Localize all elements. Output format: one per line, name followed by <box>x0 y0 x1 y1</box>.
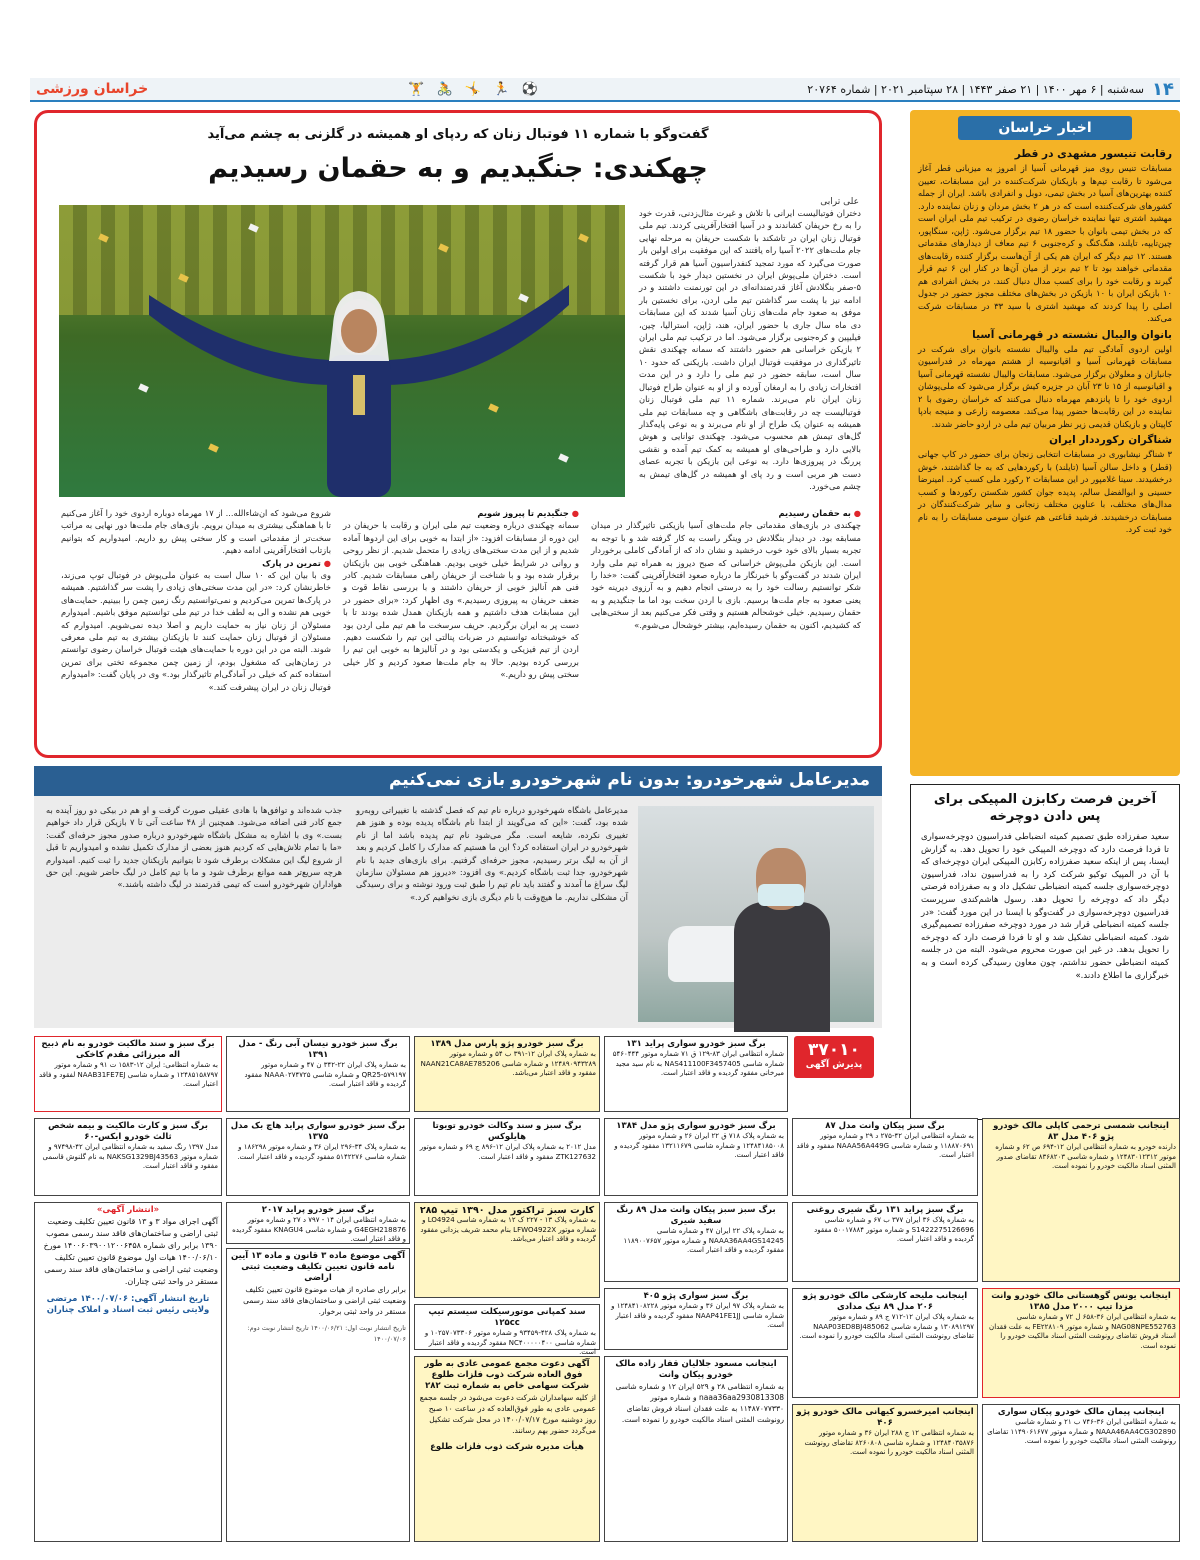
ad-item <box>226 1118 410 1196</box>
ad-footer: هیأت مدیره شرکت ذوب فلزات طلوع <box>430 1442 584 1452</box>
ad-title: برگ سبز پیکان وانت مدل ۸۷ <box>825 1121 945 1131</box>
sidebar-headline-1: رقابت تنیسور مشهدی در قطر <box>1014 148 1172 160</box>
ad-item <box>792 1118 978 1196</box>
ad-body: به شماره انتظامی: ایران ۱۲-۱۵۸۳ ت ۹۱ و شماره موتور ۱۲۴۸۵۱۵۸۷۹۷ و شماره شاسی NAAB31FE7EJ لفقود و فاقد اعتبار است. <box>38 1061 218 1088</box>
ads-hotline-number: ۳۷۰۱۰ <box>808 1040 860 1060</box>
classified-ads-section <box>34 1036 1180 1546</box>
cycling-text: سعید صفرزاده طبق تصمیم کمیته انضباطی فدراسیون دوچرخه‌سواری تا فردا فرصت دارد که دوچرخه المپیکی خود را تحویل دهد. به گزارش ایسنا، پس از اینکه سعید صفرزاده رکابزن المپیکی ایران دوچرخه‌ای که با آن در المپیک توکیو شرکت کرد را به فدراسیون نداد، فدراسیون دوچرخه‌سواری جلسه کمیته انضباطی تشکیل داد و به صفرزاده فرصتی دیگر داد که دوچرخه را تحویل دهد. رسول هاشم‌کندی سرپرست فدراسیون دوچرخه‌سواری در گفت‌وگو با ایسنا در این مورد گفت: «در جلسه کمیته انضباطی قرار شد در مورد دوچرخه صفرزاده تصمیم‌گیری شود. کمیته انضباطی تشکیل شد و او تا فردا فرصت دارد که دوچرخه را تحویل بدهد. در غیر این صورت محروم می‌شود. البته من در جلسه کمیته انضباطی حضور نداشتم، چون معاون رسیدگی کرده است و به خبرگزاری ما اطلاع دادند.» <box>921 832 1169 981</box>
ad-item <box>604 1036 788 1112</box>
subhead-3: ● تمرین در پارک <box>61 557 331 569</box>
ad-title: برگ سبز خودرو نیسان آبی رنگ - مدل ۱۳۹۱ <box>238 1039 398 1060</box>
cycling-headline: آخرین فرصت رکابزن المپیکی برای پس دادن دوچرخه <box>933 792 1157 824</box>
ad-item <box>414 1304 600 1356</box>
feature-kicker: گفت‌وگو با شماره ۱۱ فوتبال زنان که ردپای او همیشه در گلزنی به چشم می‌آید <box>207 127 709 142</box>
ad-body: شماره انتظامی ایران ۸۳-۱۲۹ ق ۷۱ شماره موتور ۵۴۶۰۴۴۴ شماره شاسی NAS411100F3457405 به نام سید مجید میرخانی مفقود گردیده و فاقد اعتبار است. <box>612 1050 784 1077</box>
ads-hotline-label: پذیرش آگهی <box>805 1060 863 1070</box>
page-header <box>30 78 1180 102</box>
ad-item <box>414 1202 600 1298</box>
issue-date-line: سه‌شنبه | ۶ مهر ۱۴۰۰ | ۲۱ صفر ۱۴۴۳ | ۲۸ سپتامبر ۲۰۲۱ | شماره ۲۰۷۶۴ <box>807 82 1145 96</box>
shahrkhodro-column-1: مدیرعامل باشگاه شهرخودرو درباره نام تیم که فصل گذشته با تغییراتی روبه‌رو شده بود، گفت: «این که می‌گویند از ابتدا نام باشگاه پدیده بوده و هنوز هم تغییری نکرده، شایعه است. مگر می‌شود نام تیم پدیده باشد اما از نام شهرخودرو در ایران استفاده کرد؟ این ما هستیم که مدارک را کامل کردیم و بعد از آن به لیگ برتر رسیدیم، مجوز حرفه‌ای گرفتیم. برای بازی‌های جدید با نام شهرخودرو، جدا ثبت باشگاه کردیم.» وی افزود: «دیروز هم مسئولان سازمان لیگ سراغ ما آمدند و گفتند باید نام تیم را طبق ثبت ورود نوشته و برای رسیدگی آن مشکلی نداریم. ما هیچ‌وقت با نام دیگری بازی نخواهیم کرد.» <box>356 805 628 902</box>
ad-item <box>792 1202 978 1282</box>
face-mask <box>758 884 804 906</box>
ad-title: کارت سبز تراکتور مدل ۱۳۹۰ تیپ ۲۸۵ <box>419 1205 595 1216</box>
feature-column-3-text: سمانه چهکندی درباره وضعیت تیم ملی ایران و رقابت با حریفان در این دوره از مسابقات افزود: «از ابتدا به خوبی برای این اردوها آماده شدیم و از این مدت سختی‌های زیادی را متحمل شدیم. از نظر روحی و روانی در شرایط خیلی خوبی بودیم. هماهنگی خوبی بین بازیکنان برقرار شده بود و با شناخت از حریفان راهی مسابقات شدیم. کادر فنی هم آنالیز خوبی از حریفان داشتند و با بررسی نقاط قوت و ضعف حریفان به پیروزی رسیدیم.» وی اظهار کرد: «برای حضور در این مسابقات هدف داشتیم و همه بازیکنان همدل شده بودند تا با دست پر به ایران برگردیم. حریف سرسخت ما هم تیم ملی اردن بود که خوشبختانه توانستیم در ضربات پنالتی این تیم را شکست دهیم. اردن از تیم فیزیکی و یکدستی بود و در آنالیزها به خوبی این تیم را بررسی کرده بودیم. حالا به جام ملت‌ها صعود کردیم و کار خیلی سختی پیش رو داریم.» <box>343 520 579 680</box>
ad-title: برگ سبز خودرو پژو پارس مدل ۱۳۸۹ <box>430 1039 584 1049</box>
feature-column-3 <box>343 507 579 747</box>
ad-item <box>414 1036 600 1112</box>
sidebar-text-1: مسابقات تنیس روی میز قهرمانی آسیا از امروز به میزبانی قطر آغاز می‌شود تا رقابت تیم‌ها و بازیکنان شرکت‌کننده در این مسابقات، تعیین کننده بهترین‌های آسیا در بخش تیمی، دوبل و انفرادی باشد. ایران از جمله کشورهای شرکت‌کننده است که در هر ۲ بخش مردان و زنان نماینده دارد. مهشید اشتری تنها نماینده خراسان رضوی در ترکیب تیم ملی ایران است که در بخش تیمی بانوان با حضور ۱۸ تیم برگزار می‌شود. ژاپن، سنگاپور، چین‌تایپه، تایلند، هنگ‌کنگ و کره‌جنوبی ۶ تیم معاف از دیدارهای مقدماتی هستند. ۱۲ تیم دیگر که ایران هم یکی از آن‌هاست برگزار کننده رقابت‌های مقدماتی خواهند بود تا ۲ تیم برتر از میان آن‌ها در کنار این ۶ تیم قرار گیرند و رقابت خود را برای کسب مدال دنبال کنند. در بخش انفرادی هم ۱۰ بازیکن ایران با ۱۰ بازیکن در بخش‌های مختلف مجوز حضور در جدول اصلی را پیدا کردند که مهشید اشتری با سید ۳۳ در مسابقات شرکت می‌کند. <box>918 163 1173 323</box>
shahrkhodro-headline: مدیرعامل شهرخودرو: بدون نام شهرخودرو بازی نمی‌کنیم <box>34 766 882 796</box>
main-feature-article <box>34 110 882 758</box>
ad-footer: تاریخ انتشار آگهی: ۱۴۰۰/۰۷/۰۶ مرتضی ولایتی رئیس ثبت اسناد و املاک چناران <box>46 1294 210 1315</box>
ad-body: آگهی اجرای مواد ۳ و ۱۳ قانون تعیین تکلیف وضعیت ثبتی اراضی و ساختمان‌های فاقد سند رسمی مصوب ۱۳۹۰ برابر رای شماره ۱۴۰۰۶۰۳۹۰۰۱۲۰۰۶۴۵۸ مورخ ۱۴۰۰/۰۶/۱۰ هیات اول موضوع قانون تعیین تکلیف وضعیت ثبتی اراضی و ساختمان‌های فاقد سند رسمی مستقر در واحد ثبتی چناران. <box>43 1217 218 1286</box>
ad-footer: تاریخ انتشار نوبت اول: ۱۴۰۰/۰۶/۲۱ تاریخ انتشار نوبت دوم: ۱۴۰۰/۰۷/۰۶ <box>247 1324 406 1343</box>
ad-item <box>226 1202 410 1244</box>
ad-body: به شماره انتظامی ایران ۳۶-۶۵۸ ل ۷۲ و شماره شاسی NAG08NPE552763 و شماره موتور FE۲۲۸۱۰۹ به علت فقدان اسناد فروش تقاضای رونوشت المثنی اسناد مالکیت خودرو را نموده است. <box>989 1313 1176 1350</box>
sidebar-text-3: ۳ شناگر نیشابوری در مسابقات انتخابی زنجان برای حضور در کاپ جهانی (قطر) و داخل سالن آسیا (تایلند) با رکوردهایی که به جا گذاشتند، خوش درخشیدند. سینا غلامپور در این مسابقات ۲ رکورد ملی کسب کرد. امینرضا حسینی و ابوالفضل سالم، پدیده جوان کشور شکستن رکوردها و کسب مدال‌های مختلف، با عناوین مختلف زنجانی و سایر شرکت‌کنندگان در مسابقات درخشیدند. فرشید قناعتی هم عنوان سومی مسابقات را به نام خود ثبت کرد. <box>918 449 1172 534</box>
ad-body: به شماره پلاک ۳۶ ایران ۳۷۷ ب ۶۷ و شماره شاسی S1422275126696 و شماره موتور ۵۰۰۱۷۸۸۴ مفقود گردیده و فاقد اعتبار است. <box>814 1216 974 1243</box>
ad-title: سند کمپانی موتورسیکلت سیستم تیپ ۱۲۵cc <box>428 1307 586 1328</box>
ad-body: به شماره پلاک ایران ۱۲-۷۱۲ ج ۸۹ و شماره موتور ۱۳۰۸۹۱۲۹۷ و شماره شاسی NAAP03ED8BJ485062 تقاضای رونوشت المثنی اسناد مالکیت خودرو را نموده است. <box>799 1313 974 1340</box>
shahrkhodro-article <box>34 766 882 1028</box>
feature-photo <box>59 205 625 497</box>
sidebar-headline-3: شناگران رکورددار ایران <box>1049 434 1172 446</box>
ad-title: برگ سبز خودرو پراید ۲۰۱۷ <box>261 1205 375 1215</box>
ad-title: اینجانب یونس گوهستانی مالک خودرو وانت مزدا تیپ ۲۰۰۰ مدل ۱۳۸۵ <box>991 1291 1171 1312</box>
ad-item <box>604 1118 788 1196</box>
feature-column-4 <box>61 507 331 747</box>
feature-byline: علی ترابی <box>820 197 859 207</box>
feature-headline: چهکندی: جنگیدیم و به حقمان رسیدیم <box>208 153 708 184</box>
ad-title: اینجانب امیرخسرو کیهانی مالک خودرو پژو ۴۰۶ <box>796 1407 974 1428</box>
ad-body: از کلیه سهامداران شرکت دعوت می‌شود در جلسه مجمع عمومی عادی به طور فوق‌العاده که در ساعت ۱۰ صبح روز دوشنبه مورخ ۱۴۰۰/۰۷/۱۷ در محل شرکت تشکیل می‌گردد حضور بهم رسانند. <box>419 1393 596 1435</box>
ad-body: به شماره انتظامی ایران ۱۴ - ۷۹۷ د ۲۷ و شماره موتور G4EGH218876 و شماره شاسی KNAGU4 مفقود گردیده و فاقد اعتبار است. <box>232 1216 406 1243</box>
ad-body: به شماره انتظامی ایران ۳۶-۷۴۶ ب ۲۱ و شماره شاسی NAAA46AA4CG302890 و شماره موتور ۱۱۴۹۰۶۱۶۷۷ تقاضای رونوشت المثنی اسناد مالکیت خودرو را نموده است. <box>987 1418 1176 1445</box>
ad-item <box>34 1118 222 1196</box>
ads-hotline-logo <box>794 1036 874 1078</box>
ad-body: به شماره پلاک ۹۷ ایران ۳۶ و شماره موتور ۱۲۴۸۴۱۰۸۲۲۸ و شماره شاسی NAAP41FE1JJ مفقود گردیده و فاقد اعتبار است. <box>611 1302 784 1329</box>
ad-body: به شماره پلاک ۳۴-۲۹۶ ایران ۳۶ و شماره موتور ۱۸۶۲۹۸ و شماره شاسی ۵۱۴۲۲۷۶ مفقود گردیده و فاقد اعتبار است. <box>237 1143 406 1161</box>
ad-item <box>792 1404 978 1542</box>
man-suit <box>734 902 830 1032</box>
ad-body: برابر رای صادره از هیات موضوع قانون تعیین تکلیف وضعیت ثبتی اراضی و ساختمان‌های فاقد سند رسمی مستقر در واحد ثبتی برخوار. <box>243 1285 406 1316</box>
ad-item <box>982 1288 1180 1398</box>
ad-body: به شماره انتظامی ۲۸ و ۵۲۹ ایران ۱۲ و شماره شاسی naaa36aa2930813308 و شماره موتور ۱۱۴۸۷۰۷۷۳۳۰ به علت فقدان اسناد فروش تقاضای رونوشت المثنی اسناد مالکیت خودرو را نموده است. <box>615 1382 784 1424</box>
feature-column-1: دختران فوتبالیست ایرانی با تلاش و غیرت مثال‌زدنی، قدرت خود را به رخ حریفان کشاندند و در آسیا افتخارآفرینی کردند. تیم ملی فوتبال زنان ایران در تاشکند با شکست حریفان به مرحله نهایی جام ملت‌های ۲۰۲۲ آسیا راه یافتند که این موفقیت برای اولین بار صورت می‌گیرد که مورد تمجید کنفدراسیون آسیا هم قرار گرفته است. دختران ملی‌پوش ایران در نخستین دیدار خود با شکست ۵-صفر بنگلادش آغاز قدرتمندانه‌ای در این تورنمنت داشتند و در ادامه نیز با پشت سر گذاشتن تیم ملی اردن، برای نخستین بار موفق به صعود جام ملت‌های زنان آسیا شدند که این مسابقات دی ماه سال جاری با حضور ایران، هند، ژاپن، استرالیا، چین، فیلیپین و کره‌جنوبی برگزار می‌شود. اما در ترکیب تیم ملی ایران ۲ بازیکن خراسانی هم حضور داشتند که سمانه چهکندی نقش تاثیرگذاری در موفقیت فوتبال ایران داشت. بازیکنی که حدود ۱۰ سال است، سابقه حضور در تیم ملی را دارد و در این مدت افتخارات زیادی را به ارمغان آورده و از او به عنوان طراح فوتبال زنان ایران نام می‌برند. شماره ۱۱ تیم ملی فوتبال زنان فوتبالیست چه در رقابت‌های باشگاهی و چه مسابقات تیم ملی همیشه به عنوان یک طراح از او نام می‌برند و به نوعی پایه‌گذار گل‌های تیمش هم محسوب می‌شود. چهکندی توانایی و هوش بالایی دارد و طراحی‌های او همیشه به کمک تیم آمده و نقشی پررنگ در پیروزی‌ها دارد. به نوعی این بازیکن با تجربه عصای دست هر مربی است و رد پای او همیشه در گل‌های تیمش به چشم می‌خورد. <box>639 208 861 491</box>
feature-column-2 <box>591 507 861 747</box>
sport-icons: ⚽ 🏃 🤸 🚴 🏋 <box>408 81 542 97</box>
khorasan-news-sidebar <box>910 110 1180 776</box>
ad-body: به شماره انتظامی ایران ۴۲-۲۷۵ د ۲۹ و شماره موتور ۱۱۸۸۷۰۶۹۱ و شماره شاسی NAAA56A449G مفقود و فاقد اعتبار است. <box>796 1132 974 1159</box>
ad-body: دارنده خودرو به شماره انتظامی ایران ۱۲-۶۹۴ ص ۶۲ و شماره موتور ۱۲۴۸۳۰۱۲۳۱۲ و شماره شاسی ۸۳۶۸۲۰۳ تقاضای صدور المثنی اسناد مالکیت خودرو را نموده است. <box>995 1143 1176 1170</box>
ad-title: اینجانب مسعود جلالیان قفار زاده مالک خودرو پیکان وانت <box>615 1359 777 1380</box>
ad-item <box>34 1202 222 1542</box>
ad-title: آگهی دعوت مجمع عمومی عادی به طور فوق العاده شرکت ذوب فلزات طلوع شرکت سهامی خاص به شماره ثبت ۲۸۲ <box>424 1359 590 1391</box>
ad-item <box>604 1288 788 1350</box>
ad-body: مدل ۱۳۹۷ رنگ سفید به شماره انتظامی ایران ۴۲-۹۷۴۹۸ و شماره موتور NAKSG1329BJ43563 به نام گلنوش قاسمی مفقود و فاقد اعتبار است. <box>42 1143 218 1170</box>
ad-title: آگهی موضوع ماده ۳ قانون و ماده ۱۳ آیین نامه قانون تعیین تکلیف وضعیت ثبتی اراضی <box>230 1251 405 1283</box>
ad-title: اینجانب شمسی ترحمی کاپلی مالک خودرو پژو ۴۰۶ مدل ۸۳ <box>993 1121 1169 1142</box>
ad-body: به شماره پلاک ۷۱۸ ق ۲۲ ایران ۲۶ و شماره موتور ۱۲۴۸۴۱۸۵۰۰۸ و شماره شاسی ۱۳۲۱۱۶۷۹ مفقود گردیده و فاقد اعتبار است. <box>614 1132 784 1159</box>
ad-item <box>982 1118 1180 1282</box>
brand-logo: خراسان ورزشی <box>36 81 149 97</box>
ad-item <box>226 1248 410 1542</box>
ad-item <box>414 1356 600 1542</box>
ad-body: به شماره پلاک ایران ۱۲-۳۹۱ ب ۵۴ و شماره موتور ۱۲۴۸۹۰۹۴۳۲۸۹ و شماره شاسی NAAN21CA8AE785206 مفقود و فاقد اعتبار می‌باشد. <box>420 1050 596 1077</box>
ad-title: برگ سبز و سند مالکیت خودرو به نام ذبیح اله میرزائی مقدم کاخکی <box>41 1039 215 1060</box>
ad-title: برگ سبز خودرو سواری پراید هاچ بک مدل ۱۳۷۵ <box>230 1121 406 1142</box>
ad-body: به شماره پلاک ۱۳ - ۲۲۷ ک ۱۲ به شماره شاسی LO4924 و شماره موتور LFWO4922X بنام محمد شریف یزدانی مفقود گردیده و فاقد اعتبار می‌باشد. <box>420 1216 596 1243</box>
ad-title: اینجانب پیمان مالک خودرو پیکان سواری <box>997 1407 1165 1417</box>
ad-body: به شماره پلاک ایران ۲۲-۳۴۲ ن ۴۷ و شماره موتور QR25-۵۷۹۱۹۷ و شماره شاسی NAAA۰۲۷۴۷۲۵ مفقود گردیده و فاقد اعتبار است. <box>244 1061 406 1088</box>
ad-title: «انتشار آگهی» <box>96 1205 160 1215</box>
feature-column-2-text: چهکندی در بازی‌های مقدماتی جام ملت‌های آسیا بازیکنی تاثیرگذار در میدان مسابقه بود. در دیدار بنگلادش در وینگر راست به کار گرفته شد و با توجه به تجربه بسیار بالای خود خوب درخشید و نشان داد که از آمادگی کاملی برخوردار است. این بازیکن ملی‌پوش خراسانی که صبح دیروز به همراه تیم ملی وارد ایران شدند در گفت‌وگو با خبرنگار ما درباره صعود افتخارآفرینی گفت: «خدا را شکر توانستیم رسالت خود را به درستی انجام دهیم و به آرزوی دیرینه خود یعنی صعود به جام ملت‌ها برسیم. بازی با اردن سخت بود اما ما جنگیدیم و به حقمان رسیدیم. خیلی خوشحالم هستیم و وقتی فکر می‌کنیم بعد از سختی‌هایی که کشیدیم، اکنون به حقمان رسیده‌ایم، بیشتر خوشحال می‌شوم.» <box>591 520 861 630</box>
shahrkhodro-column-2: جذب شده‌اند و توافق‌ها با هادی عقیلی صورت گرفت و او هم در بیکی دو روز آینده به جمع کادر فنی اضافه می‌شود. همچنین از ۴۸ ساعت آتی تا ۷ بازیکن قرار داد خواهیم بست.» وی با اشاره به مشکل باشگاه شهرخودرو درباره صدور مجوز حرفه‌ای گفت: «ما با تمام تلاش‌هایی که کردیم هنوز بعضی از مدارک تکمیل نشده و امیدواریم تا قبل از شروع لیگ این مشکلات برطرف شود تا بتوانیم بازیکنان جدید را ثبت کنیم. امیدوارم هرچه سریع‌تر همه موانع برطرف شود و ما با تیم کامل در لیگ حاضر شویم. این حق هواداران شهرخودرو است که تیمی قدرتمند در لیگ داشته باشند.» <box>46 805 342 890</box>
ad-title: برگ سبز و سند وکالت خودرو تویوتا هایلوکس <box>432 1121 582 1142</box>
ad-title: اینجانب ملیحه کارشکی مالک خودرو پژو ۲۰۶ مدل ۸۹ تیک مدادی <box>802 1291 968 1312</box>
ad-title: برگ سبز سواری پژو ۴۰۵ <box>643 1291 749 1301</box>
ad-title: برگ سبز پراید ۱۳۱ رنگ شیری روغنی <box>806 1205 964 1215</box>
page-number: ۱۴ <box>1152 78 1174 100</box>
sidebar-text-2: اولین اردوی آمادگی تیم ملی والیبال نشسته بانوان برای شرکت در مسابقات قهرمانی آسیا و اقیانوسیه از هشتم مهرماه در فدراسیون جانبازان و معلولان برگزار می‌شود. مسابقات والیبال نشسته قهرمانی آسیا و اقیانوسیه از ۱۵ تا ۲۳ آبان در جزیره کیش برگزار می‌شود که ملی‌پوشان اردوی خود را تا پانزدهم مهرماه دنبال می‌کنند که خراسان رضوی با ۲ نماینده در این رقابت‌ها حضور پیدا می‌کند. معصومه زارعی و منیجه بادپا کاپیتان و بازیکنان قدیمی زیر نظر مربیان تیم ملی در اردو حاضر شدند. <box>918 343 1172 429</box>
ceo-photo <box>638 806 874 1022</box>
ad-item <box>982 1404 1180 1542</box>
ad-title: برگ سبز و کارت مالکیت و بیمه شخص ثالث خودرو ایکس-۶۰ <box>48 1121 208 1142</box>
ad-body: به شماره پلاک ۴۲۸-۹۳۴۵۹ و شماره موتور ۱۰۲۵۷۰۷۳۳۰۶ و شماره شاسی NC۴۰۰۰۰۰۴۰۰ مفقود گردیده و فاقد اعتبار است. <box>424 1329 596 1356</box>
sidebar-headline-2: بانوان والیبال نشسته در قهرمانی آسیا <box>972 328 1172 341</box>
ad-body: به شماره انتظامی ۱۲ ج ۲۸۸ ایران ۳۶ و شماره موتور ۱۲۴۸۴۰۳۵۸۷۶ و شماره شاسی ۸۲۶۰۸۰۸ تقاضای رونوشت المثنی اسناد مالکیت خودرو را نموده است. <box>804 1429 974 1456</box>
ad-body: به شماره پلاک ۲۲ ایران ۴۷ و شماره شاسی NAAA36AA4GS14245 و شماره موتور ۱۱۸۹۰۰۷۶۵۷ مفقود گردیده و فاقد اعتبار است. <box>623 1227 784 1254</box>
sidebar-title: اخبار خراسان <box>958 116 1132 140</box>
ad-item <box>792 1288 978 1398</box>
feature-column-5-text: وی با بیان این که ۱۰ سال است به عنوان ملی‌پوش در فوتبال توپ می‌زند، خاطرنشان کرد: «در این مدت سختی‌های زیادی را پشت سر گذاشتیم. همیشه در پارک‌ها تمرین می‌کردیم و نمی‌توانستیم رنگ زمین چمن را ببینیم. حمایت‌های خوبی هم نشده و الی به لطف خدا در تیم ملی توانستیم موفق باشیم. امیدوارم مسئولان از زنان نیاز به حمایت داریم و اصلا دیده نمی‌شویم. امیدوارم که مسئولان از فوتبال زنان حمایت کنند تا بازیکنان بیشتری به تیم ملی معرفی شوند. البته من در این دوره با حمایت‌های هیئت فوتبال خراسان رضوی توانستم در زمان‌هایی که مشغول بودم، از زمین چمن مجموعه تختی برای تمرین استفاده کنم که خیلی در آمادگی‌ام تاثیرگذار بود.» وی در پایان گفت: «امیدوارم فوتبال زنان در ایران پیشرفت کند.» <box>61 570 332 692</box>
feature-column-4-text: شروع می‌شود که ان‌شاءالله... از ۱۷ مهرماه دوباره اردوی خود را آغاز می‌کنیم تا با هماهنگی بیشتری به میدان برویم. بازی‌های جام ملت‌ها دور نهایی به مراتب سخت‌تر از مقدماتی است و کار سختی پیش رو داریم. امیدواریم که بتوانیم بازتاب افتخارآفرینی ادامه دهیم. <box>61 508 332 556</box>
ad-item <box>604 1202 788 1282</box>
player-figure <box>299 265 419 497</box>
ad-item <box>604 1356 788 1542</box>
ad-item <box>414 1118 600 1196</box>
ad-item <box>34 1036 222 1112</box>
ad-body: مدل ۲۰۱۲ به شماره پلاک ایران ۱۲-۸۹۶ ج ۶۹ و شماره موتور ZTK127632 مفقود و فاقد اعتبار است. <box>419 1143 596 1161</box>
ad-title: برگ سبز خودرو سواری پراید ۱۳۱ <box>626 1039 766 1049</box>
subhead-1: ● به حقمان رسیدیم <box>591 507 861 519</box>
ad-item <box>226 1036 410 1112</box>
ad-title: برگ سبز خودرو سواری پژو مدل ۱۳۸۴ <box>616 1121 776 1131</box>
ad-title: برگ سبز سبز پیکان وانت مدل ۸۹ رنگ سفید شیری <box>616 1205 776 1226</box>
subhead-2: ● جنگیدیم تا پیروز شویم <box>343 507 579 519</box>
